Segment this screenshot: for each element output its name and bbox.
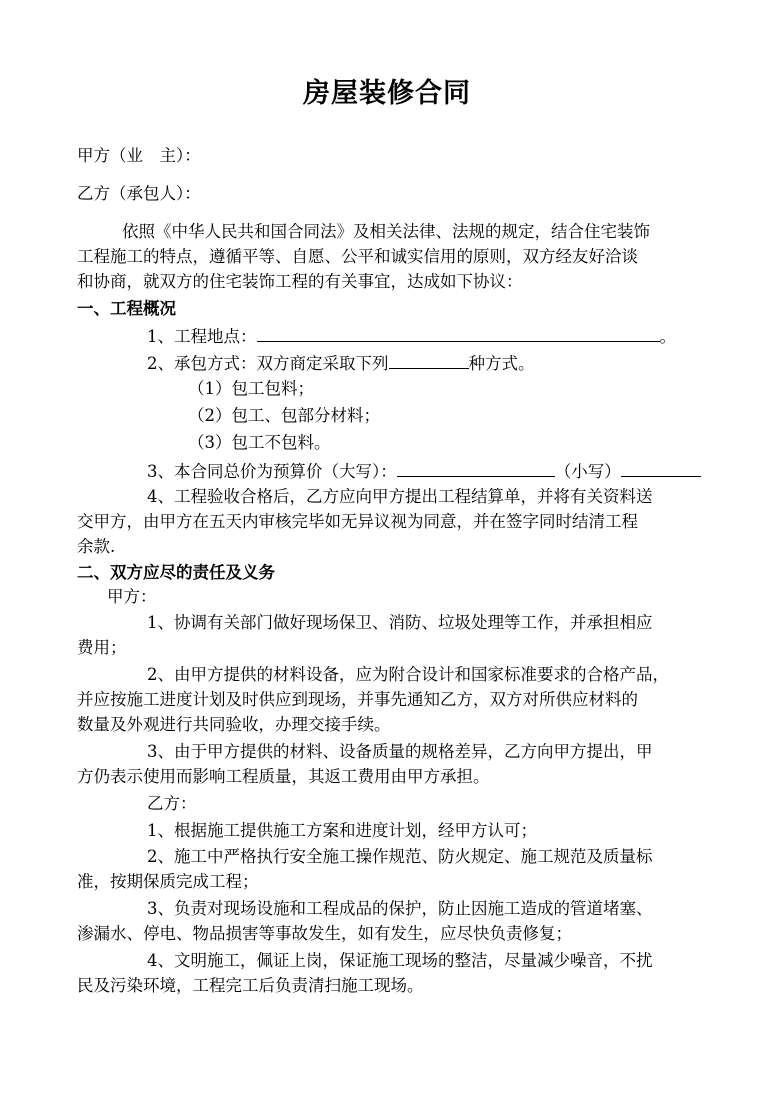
preamble-line: 工程施工的特点，遵循平等、自愿、公平和诚实信用的原则，双方经友好洽谈: [77, 247, 638, 266]
item-label: 1、工程地点：: [147, 327, 257, 346]
method-option: （3）包工不包料。: [188, 433, 331, 452]
price-words-blank: [397, 462, 555, 477]
obligation-line: 3、由于甲方提供的材料、设备质量的规格差异，乙方向甲方提出，甲: [147, 742, 653, 761]
obligation-line: 渗漏水、停电、物品损害等事故发生，如有发生，应尽快负责修复；: [77, 924, 572, 943]
section-heading: 一、工程概况: [77, 299, 176, 318]
obligation-line: 3、负责对现场设施和工程成品的保护，防止因施工造成的管道堵塞、: [147, 899, 653, 918]
method-option: （1）包工包料；: [188, 379, 314, 398]
price-figure-blank: [621, 462, 701, 477]
section-heading: 二、双方应尽的责任及义务: [77, 563, 275, 582]
method-option: （2）包工、包部分材料；: [188, 406, 380, 425]
method-blank: [389, 354, 469, 369]
obligation-line: 4、文明施工，佩证上岗，保证施工现场的整洁，尽量减少噪音，不扰: [147, 951, 653, 970]
obligation-line: 2、施工中严格执行安全施工操作规范、防火规定、施工规范及质量标: [147, 847, 653, 866]
obligation-line: 数量及外观进行共同验收，办理交接手续。: [77, 715, 391, 734]
obligation-line: 费用；: [77, 638, 127, 657]
item-label: 2、承包方式：双方商定采取下列: [147, 354, 389, 373]
obligation-line: 民及污染环境，工程完工后负责清扫施工现场。: [77, 976, 424, 995]
obligation-line: 并应按施工进度计划及时供应到现场，并事先通知乙方，双方对所供应材料的: [77, 690, 638, 709]
preamble-line: 和协商，就双方的住宅装饰工程的有关事宜，达成如下协议：: [77, 272, 523, 291]
obligation-line: 方仍表示使用而影响工程质量，其返工费用由甲方承担。: [77, 767, 490, 786]
contract-method-item: [147, 354, 535, 373]
acceptance-line: 4、工程验收合格后，乙方应向甲方提出工程结算单，并将有关资料送: [147, 487, 653, 506]
obligation-line: 1、协调有关部门做好现场保卫、消防、垃圾处理等工作，并承担相应: [147, 613, 653, 632]
total-price-item: [147, 462, 701, 481]
party-a-sub-label: 甲方：: [107, 587, 157, 606]
acceptance-line: 交甲方，由甲方在五天内审核完毕如无异议视为同意，并在签字同时结清工程: [77, 512, 638, 531]
document-title: 房屋装修合同: [303, 78, 471, 109]
obligation-line: 1、根据施工提供施工方案和进度计划，经甲方认可；: [147, 821, 537, 840]
item-end: 。: [659, 327, 676, 346]
preamble-line: 依照《中华人民共和国合同法》及相关法律、法规的规定，结合住宅装饰: [122, 222, 650, 241]
location-blank: [257, 327, 660, 342]
obligation-line: 准，按期保质完成工程；: [77, 872, 259, 891]
party-a-line: 甲方（业 主）：: [77, 146, 201, 165]
party-b-line: 乙方（承包人）：: [77, 184, 201, 203]
price-small-label: （小写）: [554, 462, 621, 481]
party-b-sub-label: 乙方：: [147, 794, 197, 813]
obligation-line: 2、由甲方提供的材料设备，应为附合设计和国家标准要求的合格产品，: [147, 665, 669, 684]
item-label: 3、本合同总价为预算价（大写）：: [147, 462, 397, 481]
acceptance-line: 余款.: [77, 537, 116, 556]
item-end: 种方式。: [468, 354, 535, 373]
project-location-item: [147, 327, 676, 346]
